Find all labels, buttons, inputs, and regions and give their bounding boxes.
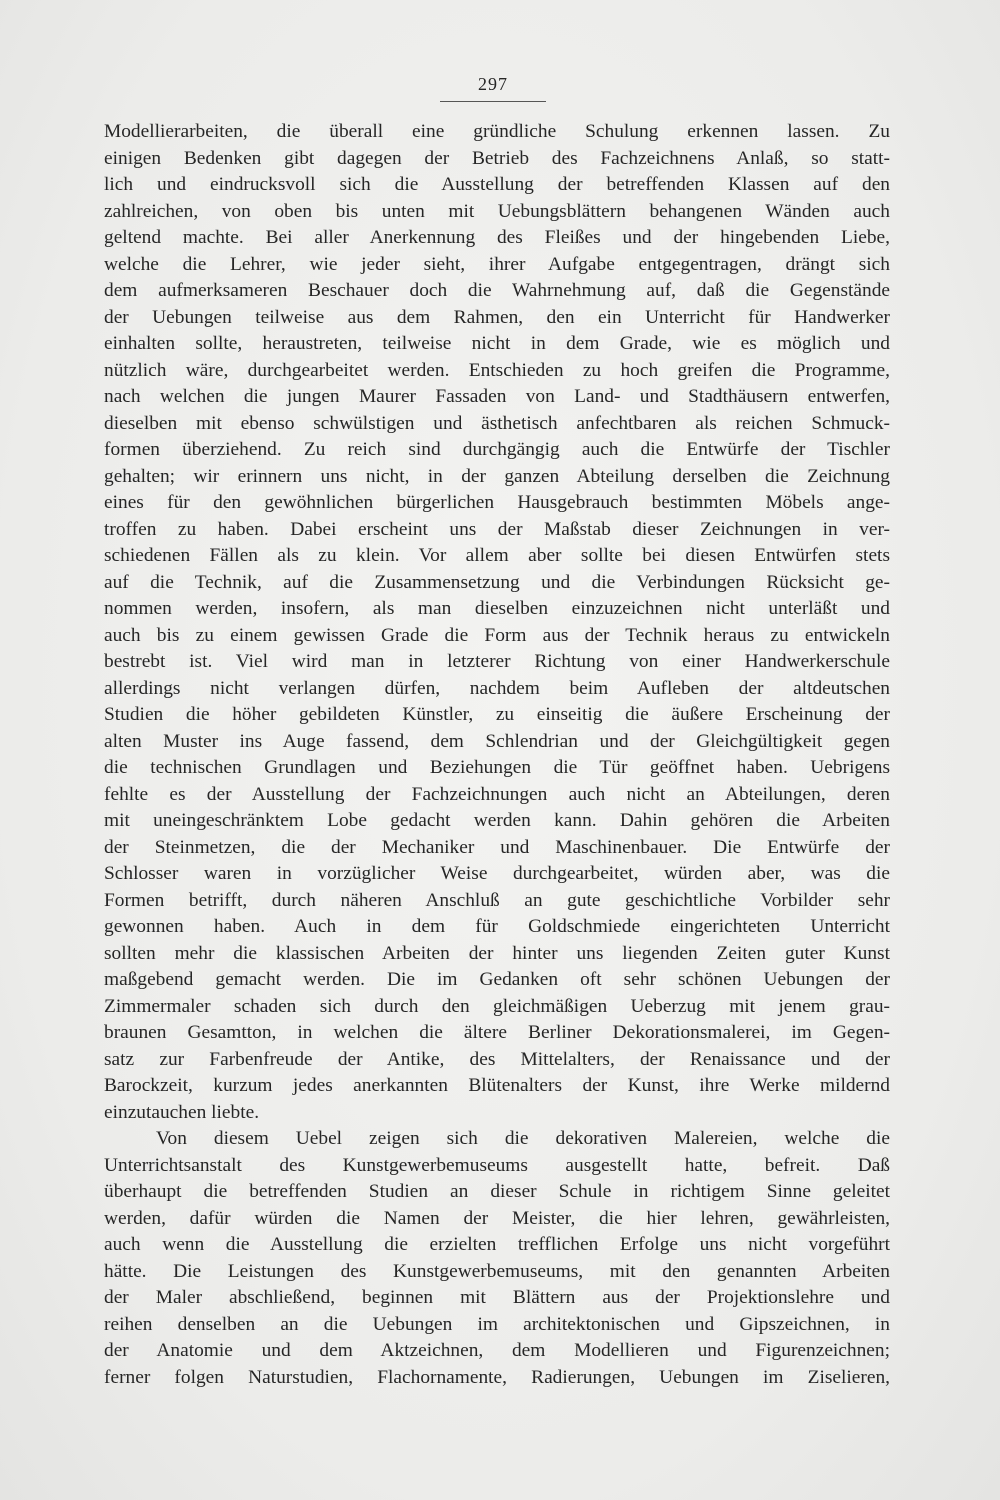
text-line: hätte. Die Leistungen des Kunstgewerbemuseums, mit den genannten Arbeiten — [104, 1260, 890, 1282]
text-line: Unterrichtsanstalt des Kunstgewerbemuseums ausgestellt hatte, befreit. Daß — [104, 1154, 890, 1176]
text-line: Schlosser waren in vorzüglicher Weise durchgearbeitet, würden aber, was die — [104, 863, 890, 884]
text-line: welche die Lehrer, wie jeder sieht, ihrer Aufgabe entgegentragen, drängt sich — [104, 253, 890, 275]
text-line: überhaupt die betreffenden Studien an dieser Schule in richtigem Sinne geleitet — [104, 1181, 890, 1202]
text-line: bestrebt ist. Viel wird man in letzterer Richtung von einer Handwerkerschule — [104, 651, 890, 672]
text-line: ferner folgen Naturstudien, Flachornamente, Radierungen, Uebungen im Ziselieren, — [104, 1366, 890, 1388]
text-line: auf die Technik, auf die Zusammensetzung und die Verbindungen Rücksicht ge- — [104, 571, 890, 593]
text-line: lich und eindrucksvoll sich die Ausstellung der betreffenden Klassen auf den — [104, 174, 890, 195]
body-text — [104, 119, 890, 1391]
text-line: der Uebungen teilweise aus dem Rahmen, den ein Unterricht für Handwerker — [104, 306, 890, 328]
text-line: auch bis zu einem gewissen Grade die Form aus der Technik heraus zu entwickeln — [104, 624, 890, 646]
text-line: fehlte es der Ausstellung der Fachzeichnungen auch nicht an Abteilungen, deren — [104, 783, 890, 805]
text-line: geltend machte. Bei aller Anerkennung des Fleißes und der hingebenden Liebe, — [104, 227, 890, 248]
page-number: 297 — [478, 74, 508, 94]
text-line: troffen zu haben. Dabei erscheint uns der Maßstab dieser Zeichnungen in ver- — [104, 518, 890, 540]
text-line: schiedenen Fällen als zu klein. Vor allem aber sollte bei diesen Entwürfen stets — [104, 545, 890, 566]
text-line: Formen betrifft, durch näheren Anschluß an gute geschichtliche Vorbilder sehr — [104, 889, 890, 911]
paragraph — [104, 119, 890, 1126]
text-line: braunen Gesamtton, in welchen die ältere Berliner Dekorationsmalerei, im Gegen- — [104, 1022, 890, 1043]
text-line: auch wenn die Ausstellung die erzielten trefflichen Erfolge uns nicht vorgeführt — [104, 1234, 890, 1255]
text-line: allerdings nicht verlangen dürfen, nachdem beim Aufleben der altdeutschen — [104, 677, 890, 699]
text-line: zahlreichen, von oben bis unten mit Uebungsblättern behangenen Wänden auch — [104, 200, 890, 222]
text-line: sollten mehr die klassischen Arbeiten der hinter uns liegenden Zeiten guter Kunst — [104, 942, 890, 964]
text-line: alten Muster ins Auge fassend, dem Schlendrian und der Gleichgültigkeit gegen — [104, 730, 890, 752]
text-line: Modellierarbeiten, die überall eine gründliche Schulung erkennen lassen. Zu — [104, 121, 890, 142]
text-line: Zimmermaler schaden sich durch den gleichmäßigen Ueberzug mit jenem grau- — [104, 995, 890, 1017]
text-line: nach welchen die jungen Maurer Fassaden von Land- und Stadthäusern entwerfen, — [104, 386, 890, 407]
text-line: gehalten; wir erinnern uns nicht, in der ganzen Abteilung derselben die Zeichnung — [104, 465, 890, 487]
page-number-rule — [440, 101, 546, 102]
text-line: eines für den gewöhnlichen bürgerlichen Hausgebrauch bestimmten Möbels ange- — [104, 492, 890, 513]
text-line: der Steinmetzen, die der Mechaniker und Maschinenbauer. Die Entwürfe der — [104, 836, 890, 858]
text-line: formen überziehend. Zu reich sind durchgängig auch die Entwürfe der Tischler — [104, 439, 890, 460]
text-line: werden, dafür würden die Namen der Meister, die hier lehren, gewährleisten, — [104, 1207, 890, 1229]
text-line: dieselben mit ebenso schwülstigen und ästhetisch anfechtbaren als reichen Schmuck- — [104, 412, 890, 434]
text-line: die technischen Grundlagen und Beziehungen die Tür geöffnet haben. Uebrigens — [104, 757, 890, 778]
text-line: Von diesem Uebel zeigen sich die dekorativen Malereien, welche die — [156, 1128, 890, 1149]
text-line: einhalten sollte, heraustreten, teilweise nicht in dem Grade, wie es möglich und — [104, 333, 890, 354]
text-line: Studien die höher gebildeten Künstler, zu einseitig die äußere Erscheinung der — [104, 704, 890, 725]
text-line: nommen werden, insofern, als man dieselben einzuzeichnen nicht unterläßt und — [104, 598, 890, 619]
text-line: mit uneingeschränktem Lobe gedacht werden kann. Dahin gehören die Arbeiten — [104, 810, 890, 831]
text-line: Barockzeit, kurzum jedes anerkannten Blütenalters der Kunst, ihre Werke mildernd — [104, 1075, 890, 1096]
text-line: einzutauchen liebte. — [104, 1101, 260, 1123]
text-line: maßgebend gemacht werden. Die im Gedanken oft sehr schönen Uebungen der — [104, 969, 890, 990]
text-line: reihen denselben an die Uebungen im architektonischen und Gipszeichnen, in — [104, 1313, 890, 1335]
text-line: der Maler abschließend, beginnen mit Blättern aus der Projektionslehre und — [104, 1287, 890, 1308]
text-line: satz zur Farbenfreude der Antike, des Mittelalters, der Renaissance und der — [104, 1048, 890, 1070]
text-line: der Anatomie und dem Aktzeichnen, dem Modellieren und Figurenzeichnen; — [104, 1340, 890, 1361]
text-line: dem aufmerksameren Beschauer doch die Wahrnehmung auf, daß die Gegenstände — [104, 280, 890, 301]
text-line: nützlich wäre, durchgearbeitet werden. Entschieden zu hoch greifen die Programme, — [104, 359, 890, 381]
text-line: gewonnen haben. Auch in dem für Goldschmiede eingerichteten Unterricht — [104, 916, 890, 937]
paragraph — [104, 1126, 890, 1391]
text-line: einigen Bedenken gibt dagegen der Betrieb des Fachzeichnens Anlaß, so statt- — [104, 147, 890, 169]
